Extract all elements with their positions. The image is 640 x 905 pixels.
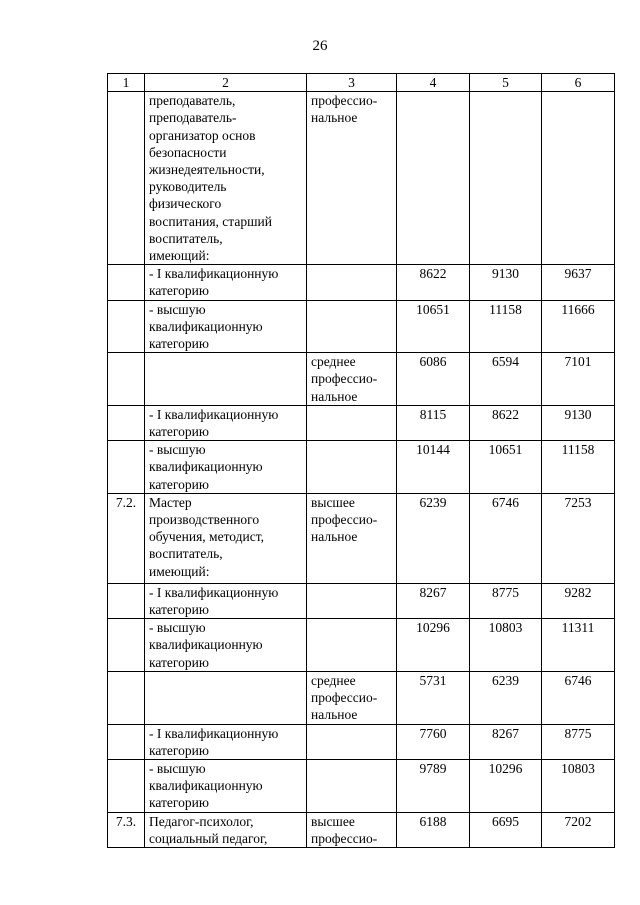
value-cell-4: 8115 [397,405,470,440]
row-number-cell [108,265,145,300]
position-cell: - I квалификационную категорию [145,724,307,759]
value-cell-6: 6746 [542,671,615,724]
table-row [108,671,615,724]
position-cell [145,353,307,406]
value-cell-5: 9130 [470,265,542,300]
position-cell: - высшую квалификационную категорию [145,759,307,812]
value-cell-5: 8622 [470,405,542,440]
position-cell: Мастер производственного обучения, методист, воспитатель, имеющий: [145,493,307,583]
value-cell-5: 8267 [470,724,542,759]
value-cell-5: 8775 [470,583,542,618]
value-cell-4: 10296 [397,619,470,672]
value-cell-5: 10296 [470,759,542,812]
education-cell: высшее профессио- [307,812,397,847]
education-cell: среднее профессио- нальное [307,353,397,406]
value-cell-4: 6188 [397,812,470,847]
column-number-5: 5 [470,74,542,92]
education-cell: среднее профессио- нальное [307,671,397,724]
position-cell: - высшую квалификационную категорию [145,300,307,353]
value-cell-6: 9130 [542,405,615,440]
education-cell [307,300,397,353]
position-cell: - высшую квалификационную категорию [145,441,307,494]
table-row [108,441,615,494]
value-cell-4: 10651 [397,300,470,353]
page-number: 26 [312,38,328,54]
education-cell: профессио- нальное [307,92,397,265]
value-cell-5 [470,92,542,265]
table-row [108,265,615,300]
table-header-row [108,74,615,92]
position-cell: - высшую квалификационную категорию [145,619,307,672]
row-number-cell: 7.2. [108,493,145,583]
education-cell [307,724,397,759]
value-cell-6: 7202 [542,812,615,847]
row-number-cell [108,619,145,672]
row-number-cell [108,300,145,353]
row-number-cell: 7.3. [108,812,145,847]
position-cell: - I квалификационную категорию [145,583,307,618]
value-cell-6: 11311 [542,619,615,672]
salary-table [107,73,615,848]
education-cell [307,265,397,300]
education-cell: высшее профессио- нальное [307,493,397,583]
row-number-cell [108,353,145,406]
table-row [108,583,615,618]
education-cell [307,759,397,812]
value-cell-6: 8775 [542,724,615,759]
value-cell-6: 7101 [542,353,615,406]
value-cell-5: 11158 [470,300,542,353]
value-cell-6: 11666 [542,300,615,353]
value-cell-4: 8267 [397,583,470,618]
table-row [108,619,615,672]
education-cell [307,441,397,494]
row-number-cell [108,92,145,265]
value-cell-5: 6695 [470,812,542,847]
value-cell-6: 10803 [542,759,615,812]
table-row [108,759,615,812]
table-row [108,812,615,847]
value-cell-6: 9637 [542,265,615,300]
table-row [108,300,615,353]
table-row [108,405,615,440]
value-cell-4: 9789 [397,759,470,812]
column-number-1: 1 [108,74,145,92]
row-number-cell [108,583,145,618]
position-cell: - I квалификационную категорию [145,405,307,440]
position-cell [145,671,307,724]
position-cell: Педагог-психолог, социальный педагог, [145,812,307,847]
column-number-6: 6 [542,74,615,92]
position-cell: - I квалификационную категорию [145,265,307,300]
value-cell-5: 6746 [470,493,542,583]
value-cell-4: 10144 [397,441,470,494]
row-number-cell [108,441,145,494]
value-cell-6: 7253 [542,493,615,583]
value-cell-4: 8622 [397,265,470,300]
table-row [108,92,615,265]
row-number-cell [108,724,145,759]
value-cell-5: 6239 [470,671,542,724]
education-cell [307,619,397,672]
value-cell-5: 10651 [470,441,542,494]
position-cell: преподаватель, преподаватель- организатор основ безопасности жизнедеятельности, руководитель физического воспитания, старший воспитатель, имеющий: [145,92,307,265]
education-cell [307,583,397,618]
value-cell-6: 11158 [542,441,615,494]
column-number-4: 4 [397,74,470,92]
value-cell-5: 6594 [470,353,542,406]
value-cell-4: 5731 [397,671,470,724]
row-number-cell [108,671,145,724]
column-number-2: 2 [145,74,307,92]
row-number-cell [108,759,145,812]
table-row [108,493,615,583]
value-cell-6: 9282 [542,583,615,618]
value-cell-5: 10803 [470,619,542,672]
table-row [108,724,615,759]
column-number-3: 3 [307,74,397,92]
row-number-cell [108,405,145,440]
value-cell-4 [397,92,470,265]
value-cell-4: 7760 [397,724,470,759]
value-cell-4: 6086 [397,353,470,406]
table-row [108,353,615,406]
value-cell-6 [542,92,615,265]
value-cell-4: 6239 [397,493,470,583]
education-cell [307,405,397,440]
